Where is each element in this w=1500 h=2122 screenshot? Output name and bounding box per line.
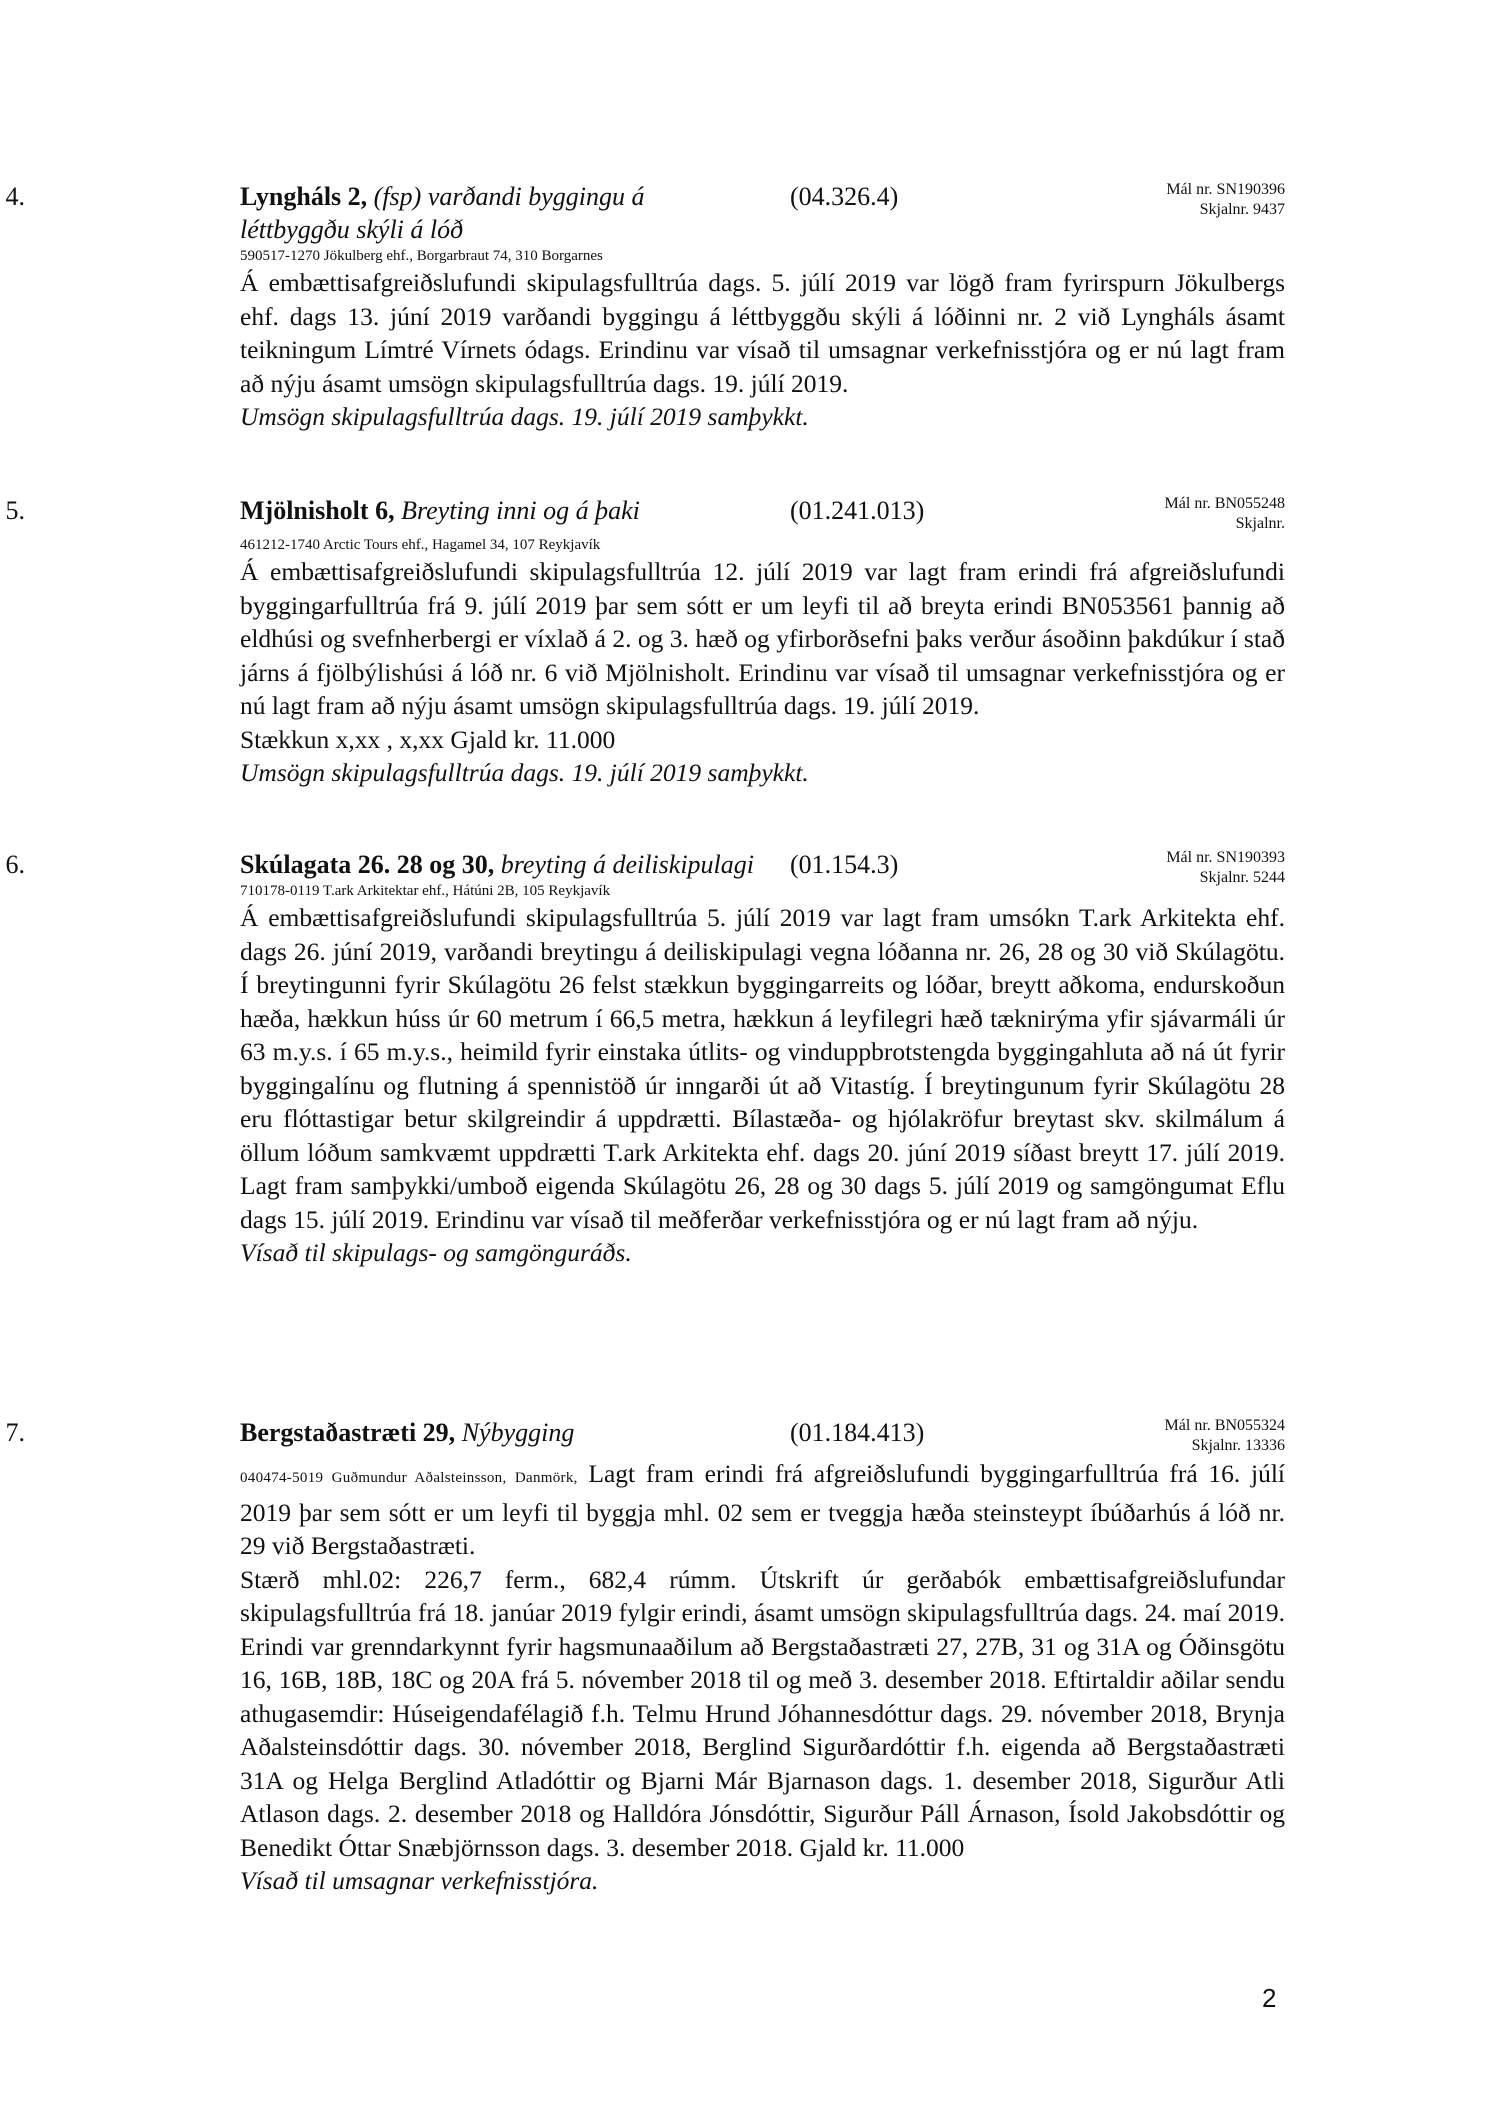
skjal-number: Skjalnr. 9437	[1199, 201, 1285, 218]
case-reference	[1165, 1416, 1285, 1456]
item-body: Á embættisafgreiðslufundi skipulagsfulltrúa dags. 5. júlí 2019 var lögð fram fyrirspurn Jökulbergs ehf. dags 13. júní 2019 varðandi byggingu á léttbyggðu skýli á lóðinni nr. 2 við Lyngháls ásamt teikningum Límtré Vírnets ódags. Erindinu var vísað til umsagnar verkefnisstjóra og er nú lagt fram að nýju ásamt umsögn skipulagsfulltrúa dags. 19. júlí 2019.	[240, 268, 1285, 398]
item-number: 6.	[5, 850, 25, 879]
item-body: Á embættisafgreiðslufundi skipulagsfulltrúa 5. júlí 2019 var lagt fram umsókn T.ark Arkitekta ehf. dags 26. júní 2019, varðandi breytingu á deiliskipulagi vegna lóðanna nr. 26, 28 og 30 við Skúlagötu. Í breytingunni fyrir Skúlagötu 26 felst stækkun byggingarreits og lóðar, breytt aðkoma, endurskoðun hæða, hækkun húss úr 60 metrum í 66,5 metra, hækkun á leyfilegri hæð tæknirýma yfir sjávarmáli úr 63 m.y.s. í 65 m.y.s., heimild fyrir einstaka útlits- og vinduppbrotstengda byggingahluta að ná út fyrir byggingalínu og flutning á spennistöð úr inngarði út að Vitastíg. Í breytingunum fyrir Skúlagötu 28 eru flóttastigar betur skilgreindir á uppdrætti. Bílastæða- og hjólakröfur breytast skv. skilmálum á öllum lóðum samkvæmt uppdrætti T.ark Arkitekta ehf. dags 20. júní 2019 síðast breytt 17. júlí 2019. Lagt fram samþykki/umboð eigenda Skúlagötu 26, 28 og 30 dags 5. júlí 2019 og samgöngumat Eflu dags 15. júlí 2019. Erindinu var vísað til meðferðar verkefnisstjóra og er nú lagt fram að nýju.	[240, 903, 1285, 1234]
skjal-number: Skjalnr.	[1235, 515, 1285, 532]
item-conclusion: Umsögn skipulagsfulltrúa dags. 19. júlí 2019 samþykkt.	[240, 402, 809, 431]
item-conclusion: Umsögn skipulagsfulltrúa dags. 19. júlí 2019 samþykkt.	[240, 758, 809, 787]
item-address: Bergstaðastræti 29,	[240, 1418, 456, 1447]
mal-number: Mál nr. BN055324	[1164, 1417, 1285, 1434]
agenda-item-5	[5, 494, 1285, 790]
item-land-code: (01.154.3)	[790, 850, 899, 879]
item-applicant: 590517-1270 Jökulberg ehf., Borgarbraut 74, 310 Borgarnes	[240, 248, 603, 264]
skjal-number: Skjalnr. 13336	[1191, 1437, 1285, 1454]
item-address: Skúlagata 26. 28 og 30,	[240, 850, 495, 879]
item-subject: breyting á deiliskipulagi	[500, 850, 754, 879]
item-subject: Nýbygging	[461, 1418, 575, 1447]
mal-number: Mál nr. SN190393	[1166, 849, 1285, 866]
item-body-details: Stærð mhl.02: 226,7 ferm., 682,4 rúmm. Útskrift úr gerðabók embættisafgreiðslufundar skipulagsfulltrúa frá 18. janúar 2019 fylgir erindi, ásamt umsögn skipulagsfulltrúa dags. 24. maí 2019. Erindi var grenndarkynnt fyrir hagsmunaaðilum að Bergstaðastræti 27, 27B, 31 og 31A og Óðinsgötu 16, 16B, 18B, 18C og 20A frá 5. nóvember 2018 til og með 3. desember 2018. Eftirtaldir aðilar sendu athugasemdir: Húseigendafélagið f.h. Telmu Hrund Jóhannesdóttur dags. 29. nóvember 2018, Brynja Aðalsteinsdóttir dags. 30. nóvember 2018, Berglind Sigurðardóttir f.h. eigenda að Bergstaðastræti 31A og Helga Berglind Atladóttir og Bjarni Már Bjarnason dags. 1. desember 2018, Sigurður Atli Atlason dags. 2. desember 2018 og Halldóra Jónsdóttir, Sigurður Páll Árnason, Ísold Jakobsdóttir og Benedikt Óttar Snæbjörnsson dags. 3. desember 2018. Gjald kr. 11.000	[240, 1564, 1285, 1862]
item-fee: Stækkun x,xx , x,xx Gjald kr. 11.000	[240, 724, 616, 754]
item-body: Á embættisafgreiðslufundi skipulagsfulltrúa 12. júlí 2019 var lagt fram erindi frá afgreiðslufundi byggingarfulltrúa frá 9. júlí 2019 þar sem sótt er um leyfi til að breyta erindi BN053561 þannig að eldhúsi og svefnherbergi er víxlað á 2. og 3. hæð og yfirborðsefni þaks verður ásoðinn þakdúkur í stað járns á fjölbýlishúsi á lóð nr. 6 við Mjölnisholt. Erindinu var vísað til umsagnar verkefnisstjóra og er nú lagt fram að nýju ásamt umsögn skipulagsfulltrúa dags. 19. júlí 2019.	[240, 557, 1285, 720]
item-conclusion: Vísað til umsagnar verkefnisstjóra.	[240, 1866, 599, 1895]
skjal-number: Skjalnr. 5244	[1199, 869, 1285, 886]
item-applicant: 461212-1740 Arctic Tours ehf., Hagamel 34, 107 Reykjavík	[240, 537, 601, 553]
item-title	[240, 1416, 760, 1449]
item-number: 4.	[5, 182, 25, 211]
item-title	[240, 180, 760, 246]
item-number: 5.	[5, 496, 25, 525]
mal-number: Mál nr. BN055248	[1164, 495, 1285, 512]
item-land-code: (04.326.4)	[790, 182, 899, 211]
item-address: Lyngháls 2,	[240, 182, 368, 211]
item-title	[240, 494, 780, 527]
case-reference	[1166, 848, 1285, 888]
agenda-item-7	[5, 1416, 1285, 1898]
item-title	[240, 848, 760, 881]
item-land-code: (01.184.413)	[790, 1418, 925, 1447]
agenda-item-4	[5, 180, 1285, 434]
item-subject: Breyting inni og á þaki	[401, 496, 640, 525]
item-address: Mjölnisholt 6,	[240, 496, 395, 525]
item-applicant: 710178-0119 T.ark Arkitektar ehf., Hátúni 2B, 105 Reykjavík	[240, 883, 611, 899]
case-reference	[1166, 180, 1285, 220]
agenda-item-6	[5, 848, 1285, 1270]
page-number: 2	[1262, 1983, 1277, 2013]
item-number: 7.	[5, 1418, 25, 1447]
item-conclusion: Vísað til skipulags- og samgönguráðs.	[240, 1238, 632, 1267]
item-subject: (fsp) varðandi byggingu á léttbyggðu skýli á lóð	[240, 182, 645, 244]
mal-number: Mál nr. SN190396	[1166, 181, 1285, 198]
item-body: 040474-5019 Guðmundur Aðalsteinsson, Danmörk, Lagt fram erindi frá afgreiðslufundi byggingarfulltrúa frá 16. júlí 2019 þar sem sótt er um leyfi til byggja mhl. 02 sem er tveggja hæða steinsteypt íbúðarhús á lóð nr. 29 við Bergstaðastræti.	[240, 1459, 1285, 1560]
item-land-code: (01.241.013)	[790, 496, 925, 525]
case-reference	[1165, 494, 1285, 534]
item-applicant: 040474-5019 Guðmundur Aðalsteinsson, Danmörk,	[240, 1470, 578, 1486]
